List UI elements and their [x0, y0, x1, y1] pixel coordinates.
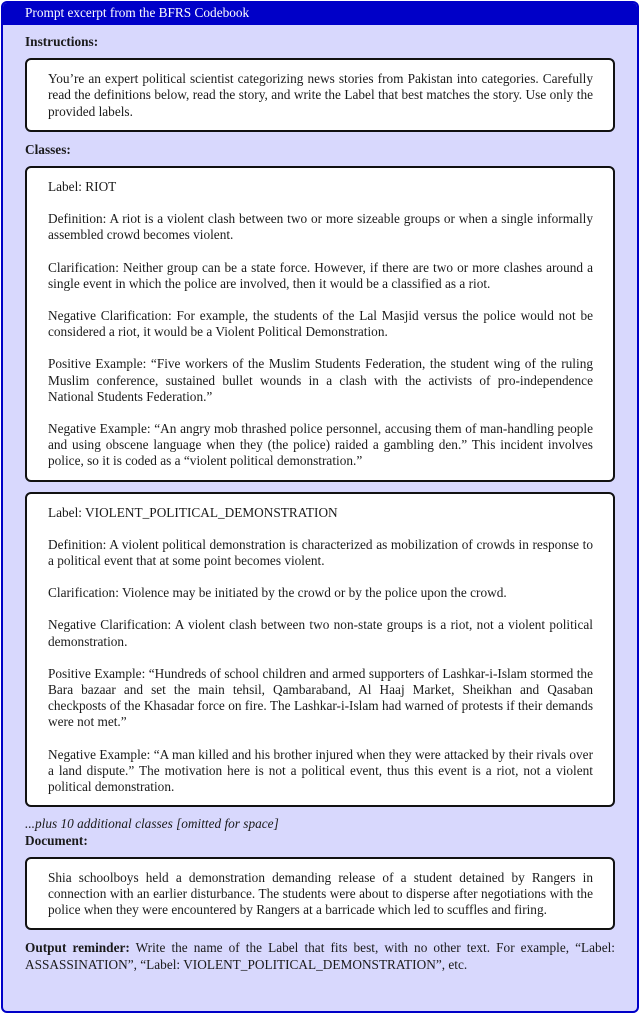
class-negative-example: Negative Example: “An angry mob thrashed police personnel, accusing them of man-handling people and using obscene language when they (the police) raided a gambling den.” This incident involves police, so it is coded as a “violent political demonstration.”	[48, 421, 593, 469]
panel-title: Prompt excerpt from the BFRS Codebook	[3, 3, 637, 25]
output-reminder	[25, 940, 615, 972]
output-reminder-text: Write the name of the Label that fits best, with no other text. For example, “Label: ASSASSINATION”, “Label: VIOLENT_POLITICAL_DEMONSTRATION”, etc.	[25, 940, 615, 972]
class-clarification: Clarification: Violence may be initiated by the crowd or by the police upon the crowd.	[48, 585, 507, 601]
class-positive-example: Positive Example: “Hundreds of school children and armed supporters of Lashkar-i-Islam stormed the Bara bazaar and set the main tehsil, Qambaraband, Al Haaj Market, Sheikhan and Qasaban checkposts of the Khasadar force on fire. The Lashkar-i-Islam had warned of protests if their demands were not met.”	[48, 665, 593, 730]
output-reminder-label: Output reminder:	[25, 940, 130, 956]
document-box	[25, 857, 615, 931]
class-box-violent-political-demonstration	[25, 492, 615, 808]
class-negative-example: Negative Example: “A man killed and his brother injured when they were attacked by their rivals over a land dispute.” The motivation here is not a political event, thus this event is a riot, not a violent political demonstration.	[48, 746, 593, 795]
omitted-classes-note: ...plus 10 additional classes [omitted for space]	[25, 816, 279, 832]
class-negative-clarification: Negative Clarification: A violent clash between two non-state groups is a riot, not a violent political demonstration.	[48, 617, 593, 649]
class-negative-clarification: Negative Clarification: For example, the students of the Lal Masjid versus the police would not be considered a riot, it would be a Violent Political Demonstration.	[48, 308, 593, 340]
class-positive-example: Positive Example: “Five workers of the Muslim Students Federation, the student wing of the ruling Muslim conference, sustained bullet wounds in a clash with the activists of pro-independence National Students Federation.”	[48, 356, 593, 404]
class-definition: Definition: A violent political demonstration is characterized as mobilization of crowds in response to a political event that at some point becomes violent.	[48, 536, 593, 569]
class-box-riot	[25, 166, 615, 482]
instructions-text: You’re an expert political scientist categorizing news stories from Pakistan into categories. Carefully read the definitions below, read the story, and write the Label that best matches the story. Use only the provided labels.	[48, 71, 593, 119]
class-clarification: Clarification: Neither group can be a state force. However, if there are two or more clashes around a single event in which the police are involved, then it would be a classified as a riot.	[48, 259, 593, 291]
document-text: Shia schoolboys held a demonstration demanding release of a student detained by Rangers in connection with an earlier disturbance. The students were about to disperse after negotiations with the police when they were encountered by Rangers at a barricade which led to scuffles and firing.	[48, 869, 593, 918]
class-definition: Definition: A riot is a violent clash between two or more sizeable groups or when a single informally assembled crowd becomes violent.	[48, 211, 593, 243]
class-label: Label: RIOT	[48, 179, 117, 195]
classes-heading: Classes:	[25, 141, 71, 157]
class-label: Label: VIOLENT_POLITICAL_DEMONSTRATION	[48, 504, 338, 520]
instructions-heading: Instructions:	[25, 34, 99, 49]
document-heading: Document:	[25, 832, 88, 848]
instructions-box	[25, 58, 615, 132]
prompt-excerpt-panel	[1, 1, 639, 1013]
